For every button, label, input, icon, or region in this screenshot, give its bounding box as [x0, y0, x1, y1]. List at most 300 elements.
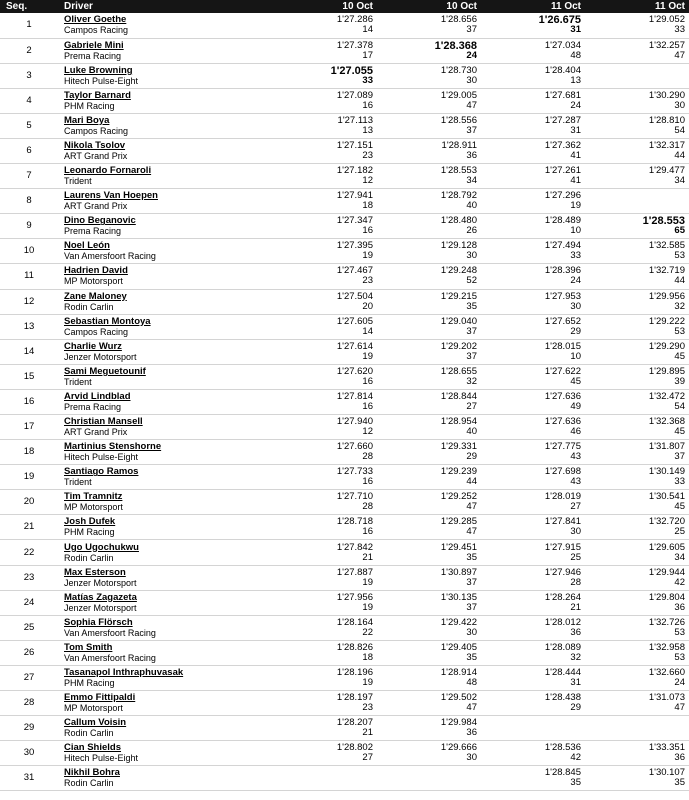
session-3-cell: [481, 615, 585, 640]
lap-number: 36: [570, 626, 581, 638]
driver-cell: [58, 590, 273, 615]
table-row: [0, 415, 689, 440]
session-2-cell: [377, 716, 481, 741]
driver-name-link[interactable]: Santiago Ramos: [64, 466, 139, 478]
driver-name-link[interactable]: Cian Shields: [64, 742, 122, 754]
session-3-cell: [481, 13, 585, 38]
best-time: 1'29.502: [440, 692, 477, 704]
seq-cell: 9: [0, 214, 58, 239]
lap-number: 23: [362, 702, 373, 714]
driver-cell: [58, 13, 273, 38]
session-4-cell: [585, 615, 689, 640]
session-3-cell: [481, 565, 585, 590]
session-4-cell: [585, 339, 689, 364]
lap-number: 40: [466, 426, 477, 438]
lap-number: 18: [362, 651, 373, 663]
best-time: 1'29.956: [648, 290, 685, 302]
session-3-cell: [481, 38, 585, 63]
driver-name-link[interactable]: Tim Tramnitz: [64, 491, 123, 503]
session-4-cell: [585, 239, 689, 264]
session-3-cell: [481, 314, 585, 339]
driver-name-link[interactable]: Mari Boya: [64, 114, 110, 126]
lap-number: 21: [362, 551, 373, 563]
session-1-cell: [273, 364, 377, 389]
table-row: [0, 214, 689, 239]
team-name: Prema Racing: [64, 226, 122, 237]
lap-number: 19: [570, 200, 581, 212]
session-2-cell: [377, 640, 481, 665]
best-time: 1'28.015: [544, 340, 581, 352]
driver-cell: [58, 440, 273, 465]
best-time: 1'31.807: [648, 441, 685, 453]
session-1-cell: [273, 239, 377, 264]
session-1-cell: [273, 716, 377, 741]
driver-name-link[interactable]: Sebastian Montoya: [64, 315, 151, 327]
seq-cell: 13: [0, 314, 58, 339]
session-4-cell: [585, 766, 689, 791]
team-name: Jenzer Motorsport: [64, 577, 137, 588]
best-time: 1'27.733: [336, 466, 373, 478]
table-row: [0, 490, 689, 515]
lap-number: 36: [466, 727, 477, 739]
session-1-cell: [273, 691, 377, 716]
session-2-cell: [377, 13, 481, 38]
best-time: 1'32.257: [648, 39, 685, 51]
table-row: [0, 314, 689, 339]
session-2-cell: [377, 138, 481, 163]
session-2-cell: [377, 565, 481, 590]
lap-number: 17: [362, 49, 373, 61]
team-name: Van Amersfoort Racing: [64, 627, 156, 638]
session-2-cell: [377, 540, 481, 565]
driver-name-link[interactable]: Hadrien David: [64, 265, 128, 277]
session-3-cell: [481, 590, 585, 615]
best-time: 1'27.089: [336, 89, 373, 101]
lap-number: 13: [570, 74, 581, 86]
session-1-cell: [273, 665, 377, 690]
best-time: 1'29.422: [440, 616, 477, 628]
session-1-cell: [273, 113, 377, 138]
lap-number: 16: [362, 400, 373, 412]
driver-name-link[interactable]: Sami Meguetounif: [64, 365, 146, 377]
seq-cell: 25: [0, 615, 58, 640]
lap-number: 33: [362, 74, 373, 86]
best-time: 1'28.826: [336, 641, 373, 653]
driver-name-link[interactable]: Nikola Tsolov: [64, 140, 126, 152]
best-time: 1'32.368: [648, 416, 685, 428]
seq-cell: 30: [0, 741, 58, 766]
best-time: 1'27.710: [336, 491, 373, 503]
driver-cell: [58, 239, 273, 264]
best-time: 1'29.405: [440, 641, 477, 653]
table-row: [0, 38, 689, 63]
session-3-cell: [481, 389, 585, 414]
lap-number: 36: [674, 752, 685, 764]
driver-name-link[interactable]: Josh Dufek: [64, 516, 116, 528]
seq-cell: 12: [0, 289, 58, 314]
lap-number: 19: [362, 601, 373, 613]
lap-number: 27: [466, 400, 477, 412]
session-1-cell: [273, 515, 377, 540]
lap-number: 24: [466, 49, 477, 61]
driver-name-link[interactable]: Martinius Stenshorne: [64, 441, 162, 453]
driver-name-link[interactable]: Nikhil Bohra: [64, 767, 120, 779]
best-time: 1'29.005: [440, 89, 477, 101]
session-4-cell: [585, 214, 689, 239]
table-row: [0, 565, 689, 590]
best-time: 1'27.775: [544, 441, 581, 453]
seq-cell: 26: [0, 640, 58, 665]
seq-cell: 21: [0, 515, 58, 540]
session-4-cell: [585, 590, 689, 615]
driver-name-link[interactable]: Sophia Flörsch: [64, 616, 133, 628]
session-2-cell: [377, 440, 481, 465]
best-time: 1'26.675: [538, 14, 581, 27]
seq-cell: 5: [0, 113, 58, 138]
lap-number: 10: [570, 225, 581, 237]
best-time: 1'28.536: [544, 742, 581, 754]
driver-name-link[interactable]: Christian Mansell: [64, 416, 143, 428]
team-name: Trident: [64, 477, 92, 488]
session-2-cell: [377, 615, 481, 640]
lap-number: 21: [362, 727, 373, 739]
team-name: Hitech Pulse-Eight: [64, 753, 139, 764]
best-time: 1'28.264: [544, 591, 581, 603]
seq-cell: 31: [0, 766, 58, 791]
best-time: 1'28.655: [440, 365, 477, 377]
session-4-cell: [585, 665, 689, 690]
session-4-cell: [585, 164, 689, 189]
lap-number: 47: [674, 49, 685, 61]
session-1-cell: [273, 615, 377, 640]
driver-name-link[interactable]: Zane Maloney: [64, 290, 127, 302]
table-row: [0, 640, 689, 665]
lap-number: 49: [570, 400, 581, 412]
team-name: Jenzer Motorsport: [64, 351, 137, 362]
session-1-cell: [273, 13, 377, 38]
best-time: 1'27.887: [336, 566, 373, 578]
driver-cell: [58, 63, 273, 88]
session-3-cell: [481, 113, 585, 138]
team-name: MP Motorsport: [64, 276, 123, 287]
lap-number: 14: [362, 24, 373, 36]
team-name: Campos Racing: [64, 125, 129, 136]
team-name: Campos Racing: [64, 326, 129, 337]
lap-number: 26: [466, 225, 477, 237]
lap-number: 53: [674, 250, 685, 262]
best-time: 1'32.719: [648, 265, 685, 277]
team-name: MP Motorsport: [64, 502, 123, 513]
driver-cell: [58, 565, 273, 590]
lap-number: 35: [466, 551, 477, 563]
seq-cell: 14: [0, 339, 58, 364]
best-time: 1'27.151: [336, 140, 373, 152]
lap-number: 16: [362, 526, 373, 538]
best-time: 1'27.113: [337, 114, 373, 126]
driver-cell: [58, 364, 273, 389]
best-time: 1'27.494: [544, 240, 581, 252]
best-time: 1'27.953: [544, 290, 581, 302]
session-3-cell: [481, 465, 585, 490]
best-time: 1'32.720: [648, 516, 685, 528]
lap-number: 37: [466, 124, 477, 136]
lap-number: 24: [570, 99, 581, 111]
best-time: 1'29.202: [440, 340, 477, 352]
best-time: 1'28.019: [544, 491, 581, 503]
driver-name-link[interactable]: Charlie Wurz: [64, 340, 122, 352]
lap-number: 44: [466, 476, 477, 488]
seq-cell: 8: [0, 189, 58, 214]
session-1-cell: [273, 264, 377, 289]
seq-cell: 7: [0, 164, 58, 189]
best-time: 1'29.248: [440, 265, 477, 277]
driver-name-link[interactable]: Tasanapol Inthraphuvasak: [64, 666, 184, 678]
lap-number: 43: [570, 451, 581, 463]
best-time: 1'28.438: [544, 692, 581, 704]
lap-number: 47: [466, 702, 477, 714]
session-1-cell: [273, 565, 377, 590]
driver-name-link[interactable]: Emmo Fittipaldi: [64, 692, 136, 704]
driver-cell: [58, 138, 273, 163]
session-4-cell: [585, 540, 689, 565]
table-row: [0, 440, 689, 465]
team-name: Trident: [64, 176, 92, 187]
best-time: 1'30.897: [440, 566, 477, 578]
session-4-cell: [585, 389, 689, 414]
session-1-cell: [273, 314, 377, 339]
table-row: [0, 665, 689, 690]
driver-cell: [58, 665, 273, 690]
driver-cell: [58, 189, 273, 214]
best-time: 1'30.290: [648, 89, 685, 101]
session-2-cell: [377, 415, 481, 440]
driver-name-link[interactable]: Tom Smith: [64, 641, 113, 653]
best-time: 1'28.164: [336, 616, 373, 628]
lap-number: 30: [466, 74, 477, 86]
best-time: 1'30.149: [648, 466, 685, 478]
lap-number: 65: [674, 225, 685, 237]
best-time: 1'27.467: [336, 265, 373, 277]
seq-cell: 2: [0, 38, 58, 63]
driver-name-link[interactable]: Leonardo Fornaroli: [64, 165, 152, 177]
lap-number: 28: [362, 451, 373, 463]
best-time: 1'28.556: [440, 114, 477, 126]
best-time: 1'29.477: [648, 165, 685, 177]
session-2-cell: [377, 364, 481, 389]
session-1-cell: [273, 289, 377, 314]
session-4-cell: [585, 741, 689, 766]
session-1-cell: [273, 189, 377, 214]
seq-cell: 24: [0, 590, 58, 615]
session-3-cell: [481, 364, 585, 389]
lap-number: 30: [466, 752, 477, 764]
lap-number: 18: [362, 200, 373, 212]
session-3-cell: [481, 440, 585, 465]
session-1-cell: [273, 63, 377, 88]
best-time: 1'27.698: [544, 466, 581, 478]
session-2-cell: [377, 515, 481, 540]
session-2-cell: [377, 741, 481, 766]
session-2-cell: [377, 113, 481, 138]
seq-cell: 20: [0, 490, 58, 515]
lap-number: 31: [570, 24, 581, 36]
team-name: PHM Racing: [64, 100, 115, 111]
session-3-cell: [481, 63, 585, 88]
lap-number: 29: [570, 325, 581, 337]
best-time: 1'27.614: [336, 340, 373, 352]
session-4-cell: [585, 264, 689, 289]
best-time: 1'27.814: [336, 390, 373, 402]
best-time: 1'30.541: [648, 491, 685, 503]
best-time: 1'29.666: [440, 742, 477, 754]
team-name: Van Amersfoort Racing: [64, 652, 156, 663]
lap-number: 44: [674, 150, 685, 162]
session-2-cell: [377, 389, 481, 414]
table-row: [0, 766, 689, 791]
best-time: 1'28.368: [434, 39, 477, 52]
table-row: [0, 590, 689, 615]
best-time: 1'29.451: [440, 541, 477, 553]
best-time: 1'27.956: [336, 591, 373, 603]
lap-number: 27: [570, 501, 581, 513]
lap-number: 32: [570, 651, 581, 663]
header-session-2[interactable]: 10 Oct: [377, 0, 481, 13]
session-2-cell: [377, 189, 481, 214]
seq-cell: 4: [0, 88, 58, 113]
driver-name-link[interactable]: Ugo Ugochukwu: [64, 541, 139, 553]
table-row: [0, 164, 689, 189]
lap-number: 33: [570, 250, 581, 262]
driver-name-link[interactable]: Callum Voisin: [64, 717, 127, 729]
driver-name-link[interactable]: Matías Zagazeta: [64, 591, 137, 603]
best-time: 1'28.012: [544, 616, 581, 628]
driver-name-link[interactable]: Gabriele Mini: [64, 39, 124, 51]
table-row: [0, 465, 689, 490]
table-row: [0, 189, 689, 214]
session-3-cell: [481, 490, 585, 515]
best-time: 1'27.362: [544, 140, 581, 152]
best-time: 1'27.915: [544, 541, 581, 553]
lap-number: 53: [674, 651, 685, 663]
lap-number: 48: [570, 49, 581, 61]
seq-cell: 6: [0, 138, 58, 163]
seq-cell: 10: [0, 239, 58, 264]
driver-cell: [58, 691, 273, 716]
driver-name-link[interactable]: Laurens Van Hoepen: [64, 190, 158, 202]
driver-name-link[interactable]: Arvid Lindblad: [64, 390, 131, 402]
seq-cell: 18: [0, 440, 58, 465]
session-3-cell: [481, 264, 585, 289]
best-time: 1'28.396: [544, 265, 581, 277]
session-3-cell: [481, 289, 585, 314]
best-time: 1'27.182: [336, 165, 373, 177]
driver-cell: [58, 540, 273, 565]
lap-number: 34: [674, 175, 685, 187]
lap-number: 19: [362, 350, 373, 362]
lap-number: 39: [674, 375, 685, 387]
session-3-cell: [481, 138, 585, 163]
driver-cell: [58, 289, 273, 314]
header-seq[interactable]: Seq.: [0, 0, 58, 13]
lap-number: 46: [570, 426, 581, 438]
session-3-cell: [481, 716, 585, 741]
best-time: 1'29.331: [440, 441, 477, 453]
driver-name-link[interactable]: Luke Browning: [64, 64, 133, 76]
team-name: Campos Racing: [64, 25, 129, 36]
header-driver[interactable]: Driver: [58, 0, 273, 13]
session-1-cell: [273, 490, 377, 515]
lap-number: 35: [674, 777, 685, 789]
lap-number: 30: [570, 300, 581, 312]
driver-name-link[interactable]: Dino Beganovic: [64, 215, 136, 227]
best-time: 1'32.585: [648, 240, 685, 252]
seq-cell: 11: [0, 264, 58, 289]
driver-cell: [58, 88, 273, 113]
seq-cell: 27: [0, 665, 58, 690]
driver-cell: [58, 389, 273, 414]
header-session-1[interactable]: 10 Oct: [273, 0, 377, 13]
lap-number: 43: [570, 476, 581, 488]
session-1-cell: [273, 741, 377, 766]
session-4-cell: [585, 716, 689, 741]
session-3-cell: [481, 239, 585, 264]
best-time: 1'27.841: [544, 516, 581, 528]
session-1-cell: [273, 214, 377, 239]
seq-cell: 3: [0, 63, 58, 88]
best-time: 1'27.636: [544, 390, 581, 402]
session-4-cell: [585, 364, 689, 389]
lap-number: 45: [674, 426, 685, 438]
session-1-cell: [273, 540, 377, 565]
best-time: 1'28.480: [440, 215, 477, 227]
driver-name-link[interactable]: Noel León: [64, 240, 110, 252]
session-3-cell: [481, 515, 585, 540]
session-2-cell: [377, 665, 481, 690]
session-3-cell: [481, 214, 585, 239]
table-row: [0, 63, 689, 88]
lap-number: 37: [466, 576, 477, 588]
session-2-cell: [377, 766, 481, 791]
table-body: [0, 13, 689, 791]
best-time: 1'29.944: [648, 566, 685, 578]
session-2-cell: [377, 339, 481, 364]
best-time: 1'29.605: [648, 541, 685, 553]
driver-cell: [58, 640, 273, 665]
lap-number: 40: [466, 200, 477, 212]
lap-number: 35: [570, 777, 581, 789]
lap-number: 41: [570, 175, 581, 187]
table-row: [0, 741, 689, 766]
session-1-cell: [273, 164, 377, 189]
session-4-cell: [585, 565, 689, 590]
driver-name-link[interactable]: Oliver Goethe: [64, 14, 127, 26]
session-1-cell: [273, 766, 377, 791]
driver-name-link[interactable]: Taylor Barnard: [64, 89, 131, 101]
session-4-cell: [585, 88, 689, 113]
lap-number: 33: [674, 476, 685, 488]
best-time: 1'27.605: [336, 315, 373, 327]
lap-number: 30: [570, 526, 581, 538]
session-3-cell: [481, 640, 585, 665]
driver-name-link[interactable]: Max Esterson: [64, 566, 126, 578]
lap-number: 47: [466, 99, 477, 111]
best-time: 1'29.984: [440, 717, 477, 729]
lap-number: 14: [362, 325, 373, 337]
lap-number: 19: [362, 676, 373, 688]
header-session-3[interactable]: 11 Oct: [481, 0, 585, 13]
driver-cell: [58, 741, 273, 766]
header-session-4[interactable]: 11 Oct: [585, 0, 689, 13]
